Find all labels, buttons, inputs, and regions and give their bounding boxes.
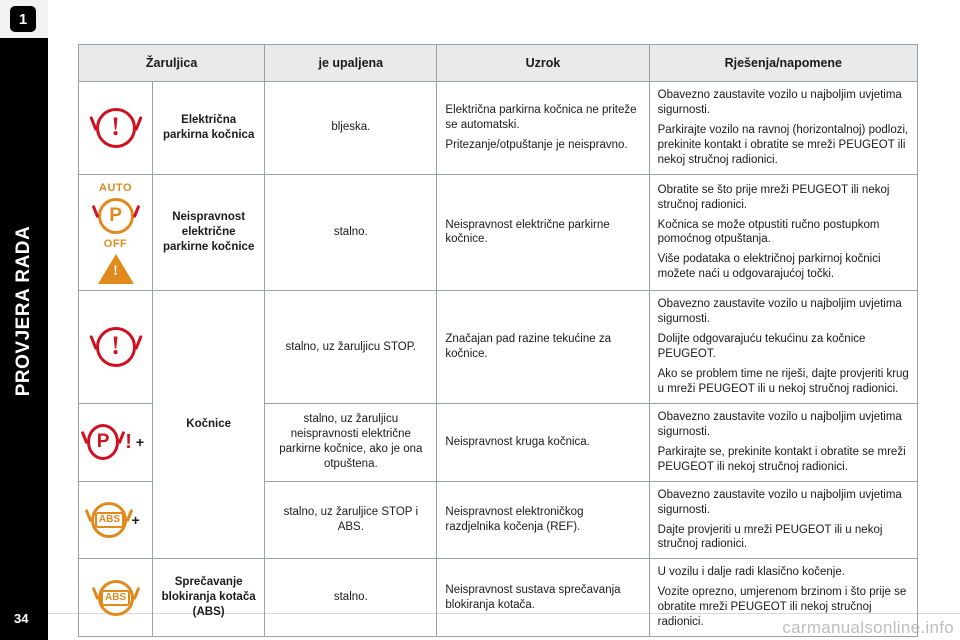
solution-paragraph: Ako se problem time ne riješi, dajte provjeriti krug u mreži PEUGEOT ili u nekoj stručnoj radionici.	[657, 368, 909, 395]
cause-paragraph: Značajan pad razine tekućine za kočnice.	[445, 333, 611, 361]
solution-paragraph: Parkirajte se, prekinite kontakt i obratite se mreži PEUGEOT ili nekoj stručnoj radionici.	[657, 445, 906, 473]
lamp-cause	[437, 174, 649, 291]
plus-sign-icon: +	[135, 434, 145, 451]
header-zaruljica: Žaruljica	[79, 45, 265, 82]
lamp-state: bljeska.	[265, 82, 437, 175]
chapter-number-badge: 1	[10, 6, 36, 32]
solution-paragraph: U vozilu i dalje radi klasično kočenje.	[657, 566, 845, 579]
table-row	[79, 559, 918, 637]
table-header-row	[79, 45, 918, 82]
chapter-title-vertical: PROVJERA RADA	[13, 225, 34, 397]
p-brake-icon: P	[87, 424, 119, 460]
chapter-sidebar	[0, 0, 48, 640]
cause-paragraph: Električna parkirna kočnica ne priteže se automatski.	[445, 103, 637, 131]
header-je-upaljena: je upaljena	[265, 45, 437, 82]
table-row	[79, 174, 918, 291]
lamp-solution	[649, 481, 917, 559]
icon-cell	[79, 403, 153, 481]
lamp-solution	[649, 291, 917, 404]
icon-cell	[79, 291, 153, 404]
lamp-state: stalno, uz žaruljice STOP i ABS.	[265, 481, 437, 559]
cause-paragraph: Neispravnost električne parkirne kočnice.	[445, 218, 610, 246]
solution-paragraph: Više podataka o električnoj parkirnoj kočnici možete naći u odgovarajućoj točki.	[657, 253, 881, 281]
warning-lamp-table-container	[78, 44, 918, 637]
lamp-state: stalno.	[265, 174, 437, 291]
lamp-solution	[649, 403, 917, 481]
solution-paragraph: Obratite se što prije mreži PEUGEOT ili nekoj stručnoj radionici.	[657, 183, 890, 211]
lamp-state: stalno, uz žaruljicu neispravnosti električne parkirne kočnice, ako je ona otpuštena.	[265, 403, 437, 481]
abs-amber-circle-plus-icon	[87, 502, 144, 538]
cause-paragraph: Pritezanje/otpuštanje je neispravno.	[445, 138, 628, 151]
off-label: OFF	[103, 237, 128, 250]
auto-p-off-amber-icon	[87, 181, 144, 285]
exclamation-mark-icon: !	[125, 431, 132, 454]
page-number: 34	[14, 611, 29, 626]
header-rjesenja: Rješenja/napomene	[649, 45, 917, 82]
lamp-name: Neispravnost električne parkirne kočnice	[153, 174, 265, 291]
p-letter: P	[109, 204, 122, 226]
solution-paragraph: Dolijte odgovarajuću tekućinu za kočnice PEUGEOT.	[657, 333, 866, 361]
lamp-cause	[437, 481, 649, 559]
lamp-cause	[437, 559, 649, 637]
solution-paragraph: Obavezno zaustavite vozilo u najboljim uvjetima sigurnosti.	[657, 298, 902, 326]
lamp-cause	[437, 403, 649, 481]
plus-sign-icon: +	[131, 511, 140, 528]
warning-red-circle-exclamation-icon: !	[87, 108, 144, 148]
p-red-circle-exclamation-plus-icon	[87, 424, 144, 460]
cause-paragraph: Neispravnost sustava sprečavanja blokiranja kotača.	[445, 583, 621, 611]
watermark-text: carmanualsonline.info	[782, 618, 954, 637]
cause-paragraph: Neispravnost elektroničkog razdjelnika kočenja (REF).	[445, 506, 584, 534]
auto-label: AUTO	[99, 181, 133, 194]
header-uzrok: Uzrok	[437, 45, 649, 82]
warning-lamp-table	[78, 44, 918, 637]
triangle-warning-amber-icon: !	[98, 254, 134, 284]
abs-icon: ABS	[98, 580, 134, 616]
table-row	[79, 82, 918, 175]
solution-paragraph: Kočnica se može otpustiti ručno postupkom pomoćnog otpuštanja.	[657, 218, 880, 246]
lamp-solution	[649, 174, 917, 291]
icon-cell	[79, 82, 153, 175]
solution-paragraph: Obavezno zaustavite vozilo u najboljim uvjetima sigurnosti.	[657, 410, 902, 438]
lamp-name: Sprečavanje blokiranja kotača (ABS)	[153, 559, 265, 637]
table-row	[79, 291, 918, 404]
icon-cell	[79, 559, 153, 637]
icon-cell	[79, 174, 153, 291]
lamp-name: Kočnice	[153, 291, 265, 559]
p-brake-icon	[98, 198, 134, 234]
lamp-solution	[649, 82, 917, 175]
lamp-name: Električna parkirna kočnica	[153, 82, 265, 175]
lamp-state: stalno, uz žaruljicu STOP.	[265, 291, 437, 404]
lamp-cause	[437, 291, 649, 404]
lamp-cause	[437, 82, 649, 175]
solution-paragraph: Obavezno zaustavite vozilo u najboljim uvjetima sigurnosti.	[657, 89, 902, 116]
warning-red-circle-exclamation-icon: !	[87, 327, 144, 367]
abs-icon: ABS	[91, 502, 127, 538]
abs-amber-circle-icon	[87, 580, 144, 616]
solution-paragraph: Parkirajte vozilo na ravnoj (horizontalnoj) podlozi, prekinite kontakt i obratite se mreži PEUGEOT ili nekoj stručnoj radionici.	[657, 123, 909, 166]
solution-paragraph: Vozite oprezno, umjerenom brzinom i što prije se obratite mreži PEUGEOT ili nekoj stručnoj radionici.	[657, 586, 907, 629]
solution-paragraph: Dajte provjeriti u mreži PEUGEOT ili u nekoj stručnoj radionici.	[657, 523, 883, 551]
lamp-solution	[649, 559, 917, 637]
cause-paragraph: Neispravnost kruga kočnica.	[445, 435, 590, 448]
solution-paragraph: Obavezno zaustavite vozilo u najboljim uvjetima sigurnosti.	[657, 488, 902, 516]
lamp-state: stalno.	[265, 559, 437, 637]
icon-cell	[79, 481, 153, 559]
